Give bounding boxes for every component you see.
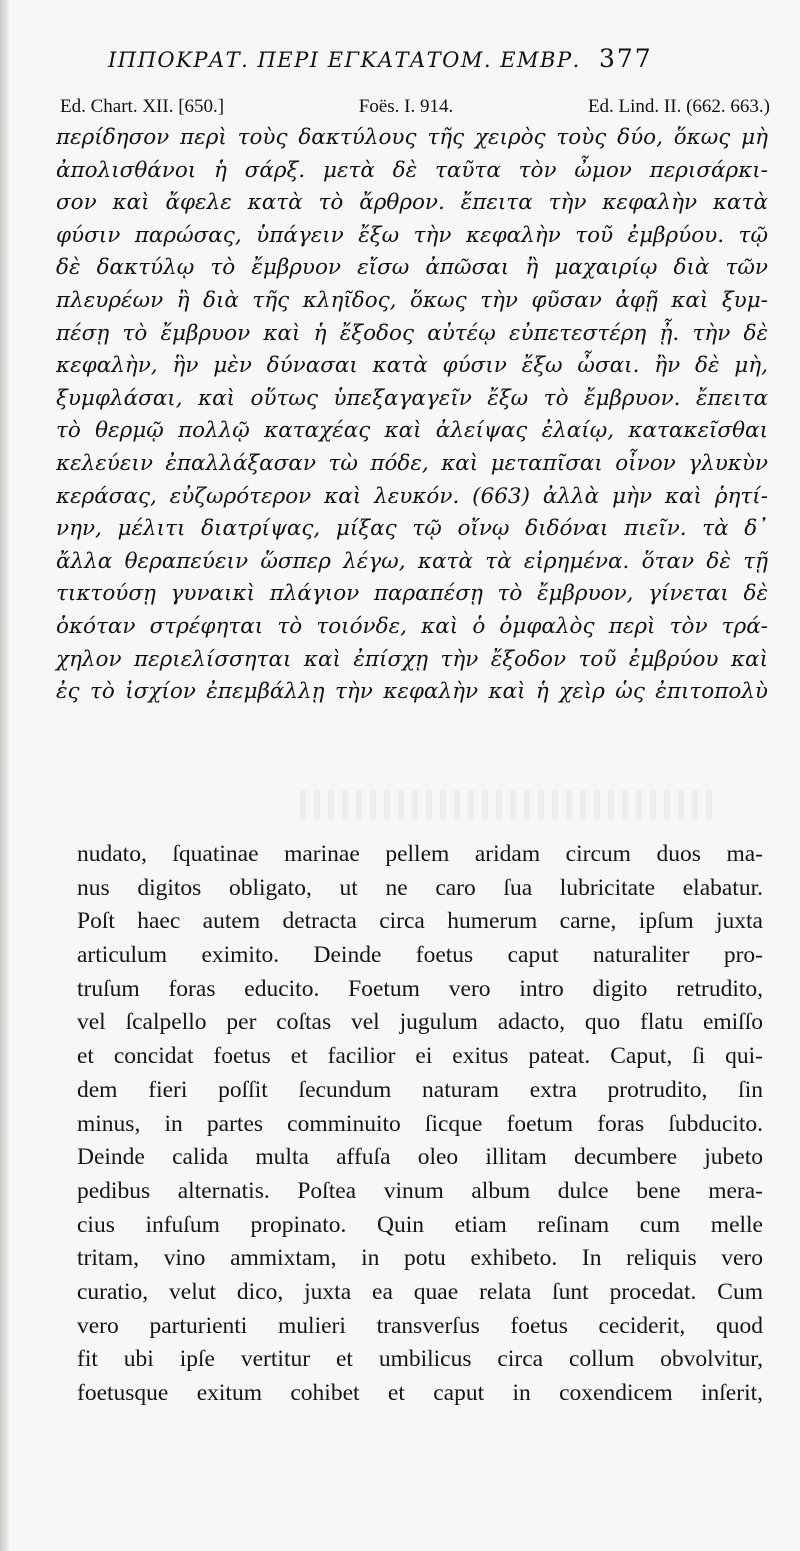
greek-text-line: κελεύειν ἐπαλλάξασαν τὼ πόδε, καὶ μεταπῖσαι οἶνον γλυκὺν bbox=[56, 450, 768, 476]
latin-text-line: cius infuſum propinato. Quin etiam reſinam cum melle bbox=[77, 1211, 763, 1238]
greek-text-line: πλευρέων ἢ διὰ τῆς κληῖδος, ὅκως τὴν φῦσαν ἀφῇ καὶ ξυμ- bbox=[56, 287, 768, 313]
latin-text-line: nudato, ſquatinae marinae pellem aridam circum duos ma- bbox=[77, 841, 763, 867]
latin-text-block bbox=[77, 838, 763, 1411]
page-edge-shadow bbox=[0, 0, 10, 1551]
greek-text-line: χηλον περιελίσσηται καὶ ἐπίσχῃ τὴν ἔξοδον τοῦ ἐμβρύου καὶ bbox=[56, 646, 768, 672]
latin-text-line: Poſt haec autem detracta circa humerum carne, ipſum juxta bbox=[77, 908, 763, 935]
greek-text-line: τὸ θερμῷ πολλῷ καταχέας καὶ ἀλείψας ἐλαίῳ, κατακεῖσθαι bbox=[56, 418, 768, 444]
latin-text-line: articulum eximito. Deinde foetus caput naturaliter pro- bbox=[77, 942, 763, 969]
running-title: ΙΠΠΟΚΡΑΤ. ΠΕΡΙ ΕΓΚΑΤΑΤΟΜ. ΕΜΒΡ. bbox=[108, 48, 581, 72]
latin-text-line: foetusque exitum cohibet et caput in coxendicem inſerit, bbox=[77, 1380, 763, 1406]
latin-text-line: dem fieri poſſit ſecundum naturam extra protrudito, ſin bbox=[77, 1076, 763, 1103]
page-number: 377 bbox=[598, 44, 653, 73]
latin-text-line: minus, in partes comminuito ſicque foetum foras ſubducito. bbox=[77, 1110, 763, 1137]
latin-text-line: Deinde calida multa affuſa oleo illitam decumbere jubeto bbox=[77, 1144, 763, 1171]
latin-text-line: vel ſcalpello per coſtas vel jugulum adacto, quo flatu emiſſo bbox=[77, 1009, 763, 1036]
edition-lind: Ed. Lind. II. (662. 663.) bbox=[587, 96, 770, 117]
greek-text-line: ἀπολισθάνοι ἡ σάρξ. μετὰ δὲ ταῦτα τὸν ὦμον περισάρκι- bbox=[56, 157, 768, 183]
edition-references bbox=[60, 96, 770, 118]
greek-text-line: τικτούσῃ γυναικὶ πλάγιον παραπέσῃ τὸ ἔμβρυον, γίνεται δὲ bbox=[56, 581, 768, 607]
greek-text-line: δὲ δακτύλῳ τὸ ἔμβρυον εἴσω ἀπῶσαι ἢ μαχαιρίῳ διὰ τῶν bbox=[56, 255, 768, 281]
latin-text-line: fit ubi ipſe vertitur et umbilicus circa collum obvolvitur, bbox=[77, 1346, 763, 1373]
latin-text-line: curatio, velut dico, juxta ea quae relata ſunt procedat. Cum bbox=[77, 1278, 763, 1305]
greek-text-block bbox=[56, 122, 768, 709]
latin-text-line: et concidat foetus et facilior ei exitus pateat. Caput, ſi qui- bbox=[77, 1043, 763, 1070]
greek-text-line: νην, μέλιτι διατρίψας, μίξας τῷ οἴνῳ διδόναι πιεῖν. τὰ δ᾽ bbox=[56, 516, 768, 542]
latin-text-line: nus digitos obligato, ut ne caro ſua lubricitate elabatur. bbox=[77, 874, 763, 901]
running-header bbox=[108, 44, 768, 73]
latin-text-line: vero parturienti mulieri transverſus foetus ceciderit, quod bbox=[77, 1312, 763, 1339]
edition-foes: Foës. I. 914. bbox=[358, 96, 454, 117]
greek-text-line: κεράσας, εὐζωρότερον καὶ λευκόν. (663) ἀλλὰ μὴν καὶ ῥητί- bbox=[56, 483, 768, 509]
greek-text-line: ξυμφλάσαι, καὶ οὕτως ὑπεξαγαγεῖν ἔξω τὸ ἔμβρυον. ἔπειτα bbox=[56, 385, 768, 411]
greek-text-line: περίδησον περὶ τοὺς δακτύλους τῆς χειρὸς τοὺς δύο, ὅκως μὴ bbox=[56, 125, 768, 150]
show-through-texture bbox=[300, 790, 720, 820]
latin-text-line: truſum foras educito. Foetum vero intro digito retrudito, bbox=[77, 975, 763, 1002]
greek-text-line: πέσῃ τὸ ἔμβρυον καὶ ἡ ἔξοδος αὐτέῳ εὐπετεστέρη ᾖ. τὴν δὲ bbox=[56, 320, 768, 346]
latin-text-line: pedibus alternatis. Poſtea vinum album dulce bene mera- bbox=[77, 1177, 763, 1204]
greek-text-line: ἄλλα θεραπεύειν ὥσπερ λέγω, κατὰ τὰ εἰρημένα. ὅταν δὲ τῇ bbox=[56, 548, 768, 574]
latin-text-line: tritam, vino ammixtam, in potu exhibeto. In reliquis vero bbox=[77, 1245, 763, 1272]
edition-chartier: Ed. Chart. XII. [650.] bbox=[60, 96, 225, 117]
greek-text-line: φύσιν παρώσας, ὑπάγειν ἔξω τὴν κεφαλὴν τοῦ ἐμβρύου. τῷ bbox=[56, 222, 768, 248]
greek-text-line: κεφαλὴν, ἣν μὲν δύνασαι κατὰ φύσιν ἔξω ὦσαι. ἢν δὲ μὴ, bbox=[56, 353, 768, 379]
greek-text-line: ὁκόταν στρέφηται τὸ τοιόνδε, καὶ ὁ ὀμφαλὸς περὶ τὸν τρά- bbox=[56, 613, 768, 639]
greek-text-line: σον καὶ ἄφελε κατὰ τὸ ἄρθρον. ἔπειτα τὴν κεφαλὴν κατὰ bbox=[56, 190, 768, 216]
greek-text-line: ἐς τὸ ἰσχίον ἐπεμβάλλῃ τὴν κεφαλὴν καὶ ἡ χεὶρ ὡς ἐπιτοπολὺ bbox=[56, 679, 768, 705]
